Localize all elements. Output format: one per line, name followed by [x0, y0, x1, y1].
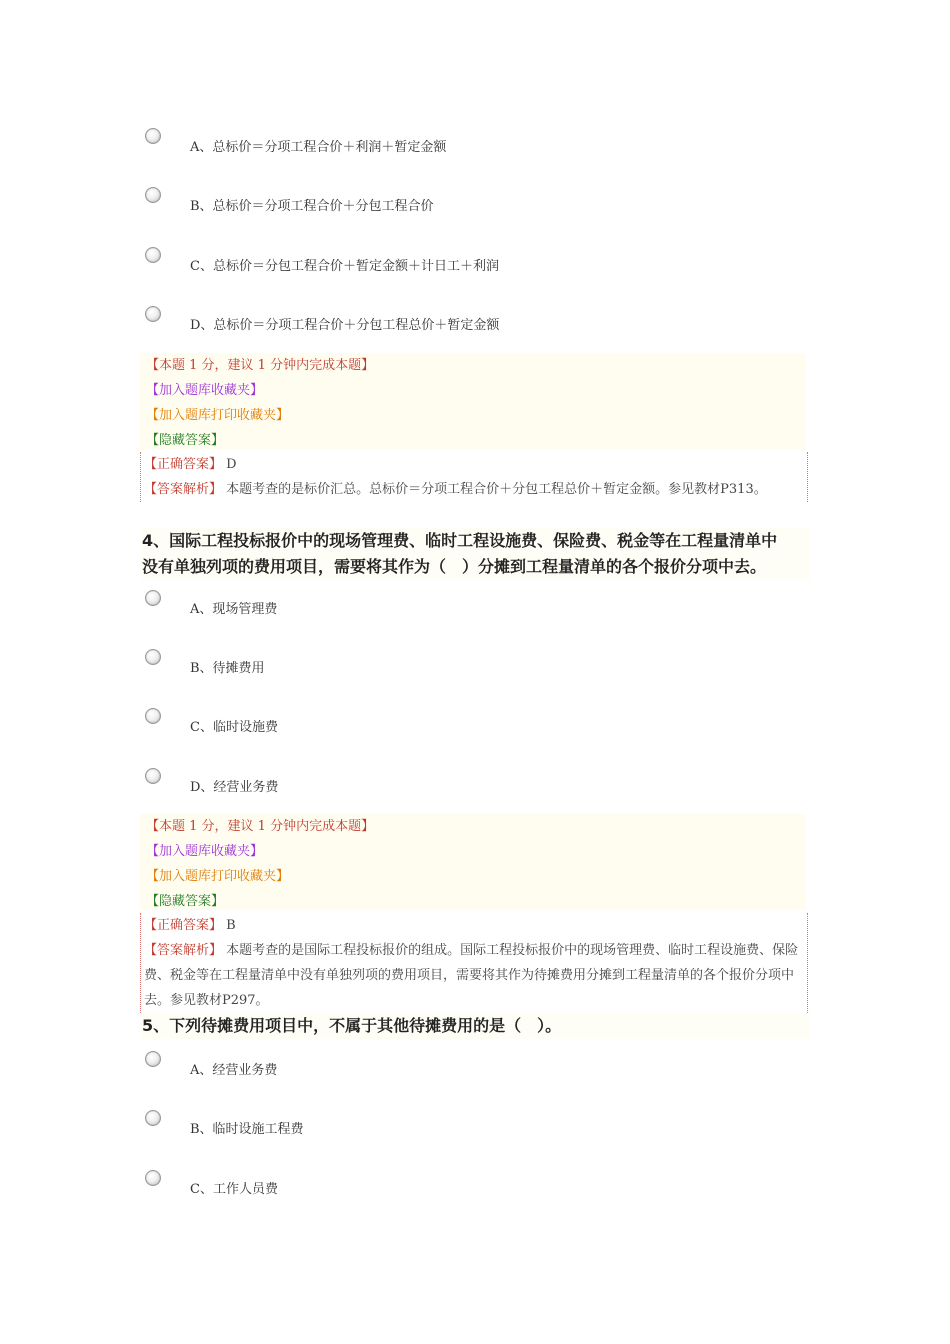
option-label: D、总标价＝分项工程合价＋分包工程总价＋暂定金额 — [190, 318, 500, 333]
option-label: D、经营业务费 — [190, 780, 279, 795]
correct-answer-row — [141, 913, 807, 938]
option-label: A、总标价＝分项工程合价＋利润＋暂定金额 — [190, 140, 447, 155]
option-label: C、临时设施费 — [190, 720, 278, 735]
correct-answer-label: 【正确答案】 — [144, 457, 223, 472]
add-print-favorites-link[interactable]: 【加入题库打印收藏夹】 — [146, 869, 290, 884]
answer-box — [140, 452, 808, 502]
add-favorites-link[interactable]: 【加入题库收藏夹】 — [146, 844, 264, 859]
option-label: B、总标价＝分项工程合价＋分包工程合价 — [190, 199, 434, 214]
question-line: 5、下列待摊费用项目中，不属于其他待摊费用的是（ ）。 — [142, 1016, 562, 1035]
radio-icon[interactable] — [145, 128, 161, 144]
option-label: A、现场管理费 — [190, 602, 278, 617]
correct-answer-value: D — [226, 457, 237, 472]
add-print-favorites-link[interactable]: 【加入题库打印收藏夹】 — [146, 408, 290, 423]
score-note: 【本题 1 分，建议 1 分钟内完成本题】 — [146, 819, 375, 834]
add-favorites-link[interactable]: 【加入题库收藏夹】 — [146, 383, 264, 398]
radio-icon[interactable] — [145, 1051, 161, 1067]
hide-answer-link[interactable]: 【隐藏答案】 — [146, 894, 225, 909]
analysis-row — [141, 938, 807, 1013]
analysis-row — [141, 477, 807, 502]
radio-icon[interactable] — [145, 708, 161, 724]
option-label: B、待摊费用 — [190, 661, 265, 676]
question-title — [142, 1013, 810, 1039]
analysis-text: 本题考查的是标价汇总。总标价＝分项工程合价＋分包工程总价＋暂定金额。参见教材P313。 — [226, 482, 767, 497]
option-label: C、总标价＝分包工程合价＋暂定金额＋计日工＋利润 — [190, 259, 499, 274]
question-line: 4、国际工程投标报价中的现场管理费、临时工程设施费、保险费、税金等在工程量清单中 — [142, 531, 778, 550]
question-line: 没有单独列项的费用项目，需要将其作为（ ）分摊到工程量清单的各个报价分项中去。 — [142, 557, 767, 576]
question-meta — [140, 814, 806, 910]
radio-icon[interactable] — [145, 247, 161, 263]
question-title — [142, 528, 810, 580]
answer-box — [140, 913, 808, 1013]
correct-answer-label: 【正确答案】 — [144, 918, 223, 933]
analysis-label: 【答案解析】 — [144, 943, 223, 958]
score-note: 【本题 1 分，建议 1 分钟内完成本题】 — [146, 358, 375, 373]
radio-icon[interactable] — [145, 1110, 161, 1126]
radio-icon[interactable] — [145, 768, 161, 784]
analysis-text: 本题考查的是国际工程投标报价的组成。国际工程投标报价中的现场管理费、临时工程设施费、保险费、税金等在工程量清单中没有单独列项的费用项目，需要将其作为待摊费用分摊到工程量清单的各个报价分项中去。参见教材P297。 — [144, 943, 799, 1008]
analysis-label: 【答案解析】 — [144, 482, 223, 497]
radio-icon[interactable] — [145, 1170, 161, 1186]
hide-answer-link[interactable]: 【隐藏答案】 — [146, 433, 225, 448]
correct-answer-value: B — [226, 918, 236, 933]
option-label: C、工作人员费 — [190, 1182, 278, 1197]
radio-icon[interactable] — [145, 649, 161, 665]
option-label: A、经营业务费 — [190, 1063, 278, 1078]
radio-icon[interactable] — [145, 590, 161, 606]
option-label: B、临时设施工程费 — [190, 1122, 304, 1137]
correct-answer-row — [141, 452, 807, 477]
radio-icon[interactable] — [145, 306, 161, 322]
radio-icon[interactable] — [145, 187, 161, 203]
question-meta — [140, 353, 806, 449]
